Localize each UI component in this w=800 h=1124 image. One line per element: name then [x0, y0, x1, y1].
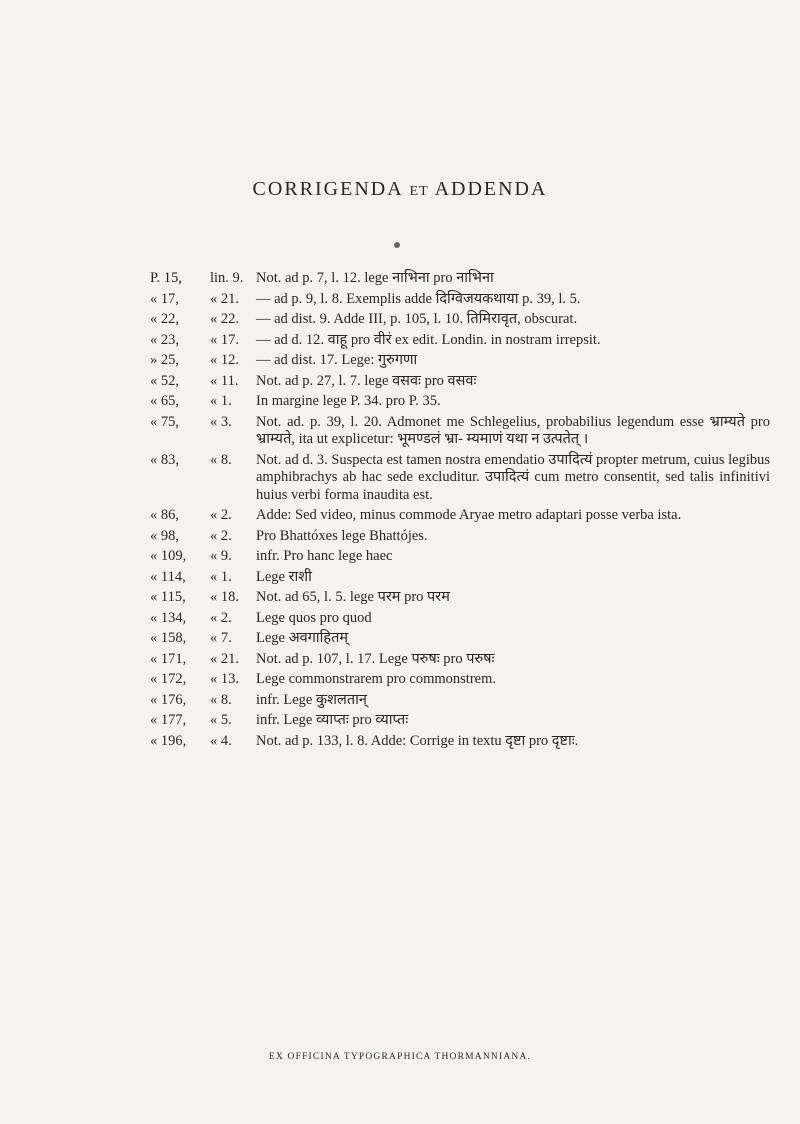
corrigendum-entry: [150, 651, 770, 669]
corrigendum-entry: [150, 589, 770, 607]
corrigendum-entry: [150, 692, 770, 710]
entry-line: « 2.: [210, 527, 232, 544]
entry-page: « 22,: [150, 311, 179, 327]
entry-reference: [150, 692, 256, 710]
entry-line: « 21.: [210, 650, 239, 667]
entry-reference: [150, 352, 256, 370]
entry-reference: [150, 270, 256, 288]
corrigendum-entry: [150, 393, 770, 411]
entry-reference: [150, 373, 256, 391]
entry-line: « 2.: [210, 507, 232, 523]
entry-reference: [150, 414, 256, 449]
corrigendum-entry: [150, 630, 770, 648]
entry-page: » 25,: [150, 352, 179, 368]
entry-page: « 52,: [150, 372, 179, 389]
corrigendum-entry: [150, 671, 770, 689]
entry-page: « 177,: [150, 712, 187, 728]
entry-reference: [150, 671, 256, 689]
entry-reference: [150, 311, 256, 329]
entry-note: In margine lege P. 34. pro P. 35.: [256, 393, 441, 409]
entry-line: « 4.: [210, 732, 232, 749]
entry-note: Adde: Sed video, minus commode Aryae metro adaptari posse verba ista.: [256, 507, 682, 523]
entry-page: « 176,: [150, 691, 187, 708]
entry-reference: [150, 630, 256, 648]
entry-note: Lege commonstrarem pro commonstrem.: [256, 671, 496, 687]
printer-imprint: EX OFFICINA TYPOGRAPHICA THORMANNIANA.: [268, 1052, 532, 1062]
entry-line: « 8.: [210, 451, 232, 468]
corrigendum-entry: [150, 548, 770, 566]
entry-page: « 17,: [150, 290, 179, 307]
entry-page: « 65,: [150, 393, 179, 409]
entry-reference: [150, 507, 256, 525]
corrigendum-entry: [150, 610, 770, 628]
entry-page: « 23,: [150, 331, 179, 348]
corrigendum-entry: [150, 270, 770, 288]
corrigendum-entry: [150, 373, 770, 391]
corrigendum-entry: [150, 452, 770, 505]
corrigendum-entry: [150, 352, 770, 370]
entry-page: « 109,: [150, 548, 187, 564]
entry-note: infr. Lege व्याप्तः pro व्याप्तः: [256, 712, 409, 728]
entry-page: P. 15,: [150, 270, 182, 286]
entry-page: « 158,: [150, 630, 187, 646]
entry-reference: [150, 452, 256, 505]
entry-note: infr. Lege कुशलतान्: [256, 691, 367, 708]
entry-note: Not. ad 65, l. 5. lege परम pro परम: [256, 589, 450, 605]
entry-reference: [150, 712, 256, 730]
corrigenda-list: [150, 270, 770, 753]
entry-page: « 98,: [150, 527, 179, 544]
entry-reference: [150, 610, 256, 628]
entry-reference: [150, 589, 256, 607]
entry-line: lin. 9.: [210, 270, 244, 286]
entry-line: « 8.: [210, 691, 232, 708]
corrigendum-entry: [150, 414, 770, 449]
entry-note: — ad d. 12. वाहू pro वीरं ex edit. Londin. in nostram irrepsit.: [256, 331, 601, 348]
entry-reference: [150, 733, 256, 751]
entry-reference: [150, 569, 256, 587]
entry-line: « 3.: [210, 413, 232, 430]
corrigendum-entry: [150, 733, 770, 751]
entry-page: « 171,: [150, 650, 187, 667]
entry-note: Lege quos pro quod: [256, 609, 372, 626]
entry-line: « 1.: [210, 393, 232, 409]
entry-reference: [150, 291, 256, 309]
entry-note: Not. ad p. 107, l. 17. Lege परुषः pro परुषः: [256, 650, 495, 667]
entry-note: Lege अवगाहितम्: [256, 630, 349, 646]
corrigendum-entry: [150, 311, 770, 329]
corrigendum-entry: [150, 332, 770, 350]
entry-reference: [150, 548, 256, 566]
title-main: CORRIGENDA: [252, 178, 403, 200]
entry-line: « 18.: [210, 589, 239, 605]
corrigendum-entry: [150, 507, 770, 525]
entry-line: « 13.: [210, 671, 239, 687]
entry-note: — ad p. 9, l. 8. Exemplis adde दिग्विजयकथाया p. 39, l. 5.: [256, 290, 581, 307]
page-title: [0, 178, 800, 201]
entry-line: « 17.: [210, 331, 239, 348]
entry-note: infr. Pro hanc lege haec: [256, 548, 393, 564]
entry-page: « 114,: [150, 568, 186, 585]
entry-line: « 21.: [210, 290, 239, 307]
entry-page: « 134,: [150, 609, 187, 626]
entry-reference: [150, 528, 256, 546]
entry-line: « 12.: [210, 352, 239, 368]
entry-page: « 86,: [150, 507, 179, 523]
entry-reference: [150, 332, 256, 350]
entry-reference: [150, 393, 256, 411]
entry-page: « 75,: [150, 413, 179, 430]
entry-note: — ad dist. 9. Adde III, p. 105, l. 10. तिमिरावृत, obscurat.: [256, 311, 578, 327]
title-second: ADDENDA: [434, 178, 548, 200]
entry-line: « 22.: [210, 311, 239, 327]
title-connector: ET: [409, 184, 429, 199]
entry-page: « 115,: [150, 589, 186, 605]
entry-note: Pro Bhattóxes lege Bhattójes.: [256, 527, 428, 544]
entry-page: « 172,: [150, 671, 187, 687]
corrigendum-entry: [150, 569, 770, 587]
corrigendum-entry: [150, 712, 770, 730]
corrigendum-entry: [150, 528, 770, 546]
entry-reference: [150, 651, 256, 669]
entry-note: Not. ad p. 133, l. 8. Adde: Corrige in textu दृष्टा pro दृष्टाः.: [256, 732, 579, 749]
entry-line: « 5.: [210, 712, 232, 728]
entry-note: — ad dist. 17. Lege: गुरुगणा: [256, 352, 418, 368]
entry-line: « 9.: [210, 548, 232, 564]
entry-note: Not. ad p. 7, l. 12. lege नाभिना pro नाभिना: [256, 270, 494, 286]
entry-line: « 7.: [210, 630, 232, 646]
entry-page: « 196,: [150, 732, 187, 749]
ornament-dot: [394, 242, 400, 248]
entry-line: « 1.: [210, 568, 232, 585]
entry-line: « 11.: [210, 372, 239, 389]
entry-note: Not. ad. p. 39, l. 20. Admonet me Schlegelius, probabilius legendum esse भ्राम्यते pro भ्राम्यते, ita ut explicetur: भूमण्डलं भ्रा- म्यमाणं यथा न उत्पतेत् ।: [256, 413, 770, 447]
entry-page: « 83,: [150, 451, 179, 468]
entry-line: « 2.: [210, 609, 232, 626]
entry-note: Not. ad d. 3. Suspecta est tamen nostra emendatio उपादित्यं propter metrum, cuius legibus amphibrachys ab hac sede excluditur. उपादित्यं cum metro consentit, sed talis infinitivi huius verbi forma inaudita est.: [256, 451, 770, 503]
entry-note: Not. ad p. 27, l. 7. lege वसवः pro वसवः: [256, 372, 477, 389]
entry-note: Lege राशी: [256, 568, 312, 585]
corrigendum-entry: [150, 291, 770, 309]
